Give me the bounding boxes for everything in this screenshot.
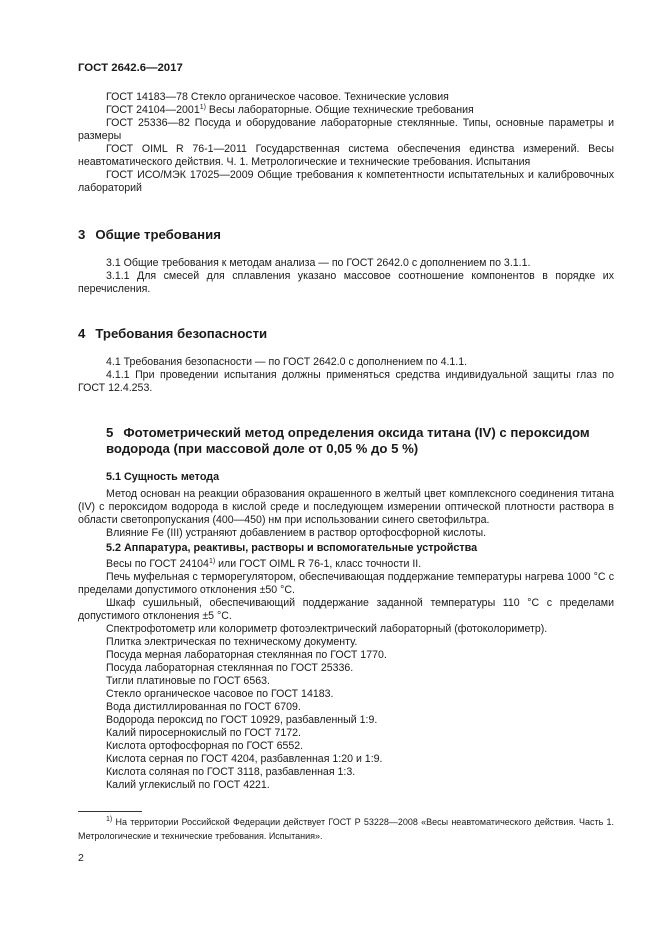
list-item: Спектрофотометр или колориметр фотоэлектрический лабораторный (фотоколориметр).	[106, 623, 548, 635]
list-item: Шкаф сушильный, обеспечивающий поддержание заданной температуры 110 °С с пределами допустимого отклонения ±5 °С.	[78, 597, 614, 622]
reference-item-text: ГОСТ 24104—2001	[106, 104, 200, 116]
list-item: Тигли платиновые по ГОСТ 6563.	[106, 675, 270, 687]
footnote	[78, 815, 614, 843]
paragraph: 3.1 Общие требования к методам анализа — по ГОСТ 2642.0 с дополнением по 3.1.1.	[106, 257, 531, 269]
list-item: Калий пиросернокислый по ГОСТ 7172.	[106, 727, 301, 739]
list-item: Кислота соляная по ГОСТ 3118, разбавленная 1:3.	[106, 766, 356, 778]
section-title: Общие требования	[95, 227, 221, 242]
page-number: 2	[78, 852, 84, 864]
section-heading	[78, 227, 614, 243]
list-item: Плитка электрическая по техническому документу.	[106, 636, 358, 648]
section-heading	[78, 425, 614, 457]
section-number: 5	[106, 425, 114, 440]
list-item: Посуда мерная лабораторная стеклянная по ГОСТ 1770.	[106, 649, 387, 661]
list-item: Кислота ортофосфорная по ГОСТ 6552.	[106, 740, 304, 752]
document-page	[78, 62, 614, 792]
paragraph: Влияние Fe (III) устраняют добавлением в раствор ортофосфорной кислоты.	[106, 527, 487, 539]
footnote-marker: 1)	[208, 558, 216, 565]
reference-item	[78, 104, 614, 117]
reference-item: ГОСТ 25336—82 Посуда и оборудование лабораторные стеклянные. Типы, основные параметры и размеры	[78, 117, 614, 142]
reference-item: ГОСТ 14183—78 Стекло органическое часовое. Технические условия	[106, 91, 449, 103]
list-item: Посуда лабораторная стеклянная по ГОСТ 25336.	[106, 662, 354, 674]
list-item: Вода дистиллированная по ГОСТ 6709.	[106, 701, 301, 713]
section-heading	[78, 326, 614, 342]
equipment-list	[78, 558, 614, 792]
footnote-divider	[78, 811, 142, 812]
document-header: ГОСТ 2642.6—2017	[78, 62, 183, 74]
reference-item-text: Весы лабораторные. Общие технические требования	[205, 104, 474, 116]
list-item: Стекло органическое часовое по ГОСТ 14183.	[106, 688, 334, 700]
footnote-marker: 1)	[106, 816, 113, 823]
footnote-text	[78, 815, 614, 843]
paragraph: 4.1 Требования безопасности — по ГОСТ 2642.0 с дополнением по 4.1.1.	[106, 356, 468, 368]
reference-item: ГОСТ ИСО/МЭК 17025—2009 Общие требования к компетентности испытательных и калибровочных лабораторий	[78, 169, 614, 194]
section-title: Требования безопасности	[95, 326, 268, 341]
subsection-heading: 5.1 Сущность метода	[106, 471, 220, 483]
section-number: 4	[78, 326, 86, 341]
list-item-text: или ГОСТ OIML R 76-1, класс точности II.	[215, 558, 422, 570]
section-number: 3	[78, 227, 86, 242]
paragraph: Метод основан на реакции образования окрашенного в желтый цвет комплексного соединения титана (IV) с пероксидом водорода в кислой среде и последующем измерении оптической плотности раствора в области светопропускания (400—450) нм при использовании синего светофильтра.	[78, 488, 614, 526]
paragraph: 3.1.1 Для смесей для сплавления указано массовое соотношение компонентов в порядке их перечисления.	[78, 270, 614, 295]
list-item: Кислота серная по ГОСТ 4204, разбавленная 1:20 и 1:9.	[106, 753, 383, 765]
list-item: Водорода пероксид по ГОСТ 10929, разбавленный 1:9.	[106, 714, 378, 726]
footnote-body: На территории Российской Федерации действует ГОСТ Р 53228—2008 «Весы неавтоматического действия. Часть 1. Метрологические и технические требования. Испытания».	[78, 817, 614, 841]
section-title: Фотометрический метод определения оксида титана (IV) с пероксидом водорода (при массовой доле от 0,05 % до 5 %)	[106, 425, 590, 456]
list-item: Калий углекислый по ГОСТ 4221.	[106, 779, 270, 791]
subsection-heading: 5.2 Аппаратура, реактивы, растворы и вспомогательные устройства	[106, 542, 478, 554]
references-list	[78, 91, 614, 195]
reference-item: ГОСТ OIML R 76-1—2011 Государственная система обеспечения единства измерений. Весы неавтоматического действия. Ч. 1. Метрологические и технические требования. Испытания	[78, 143, 614, 168]
list-item	[78, 558, 614, 571]
footnote-marker: 1)	[199, 104, 206, 111]
paragraph: 4.1.1 При проведении испытания должны применяться средства индивидуальной защиты глаз по ГОСТ 12.4.253.	[78, 369, 614, 394]
list-item-text: Весы по ГОСТ 24104	[106, 558, 209, 570]
list-item: Печь муфельная с терморегулятором, обеспечивающая поддержание температуры нагрева 1000 °С с пределами допустимого отклонения ±50 °С.	[78, 571, 614, 596]
